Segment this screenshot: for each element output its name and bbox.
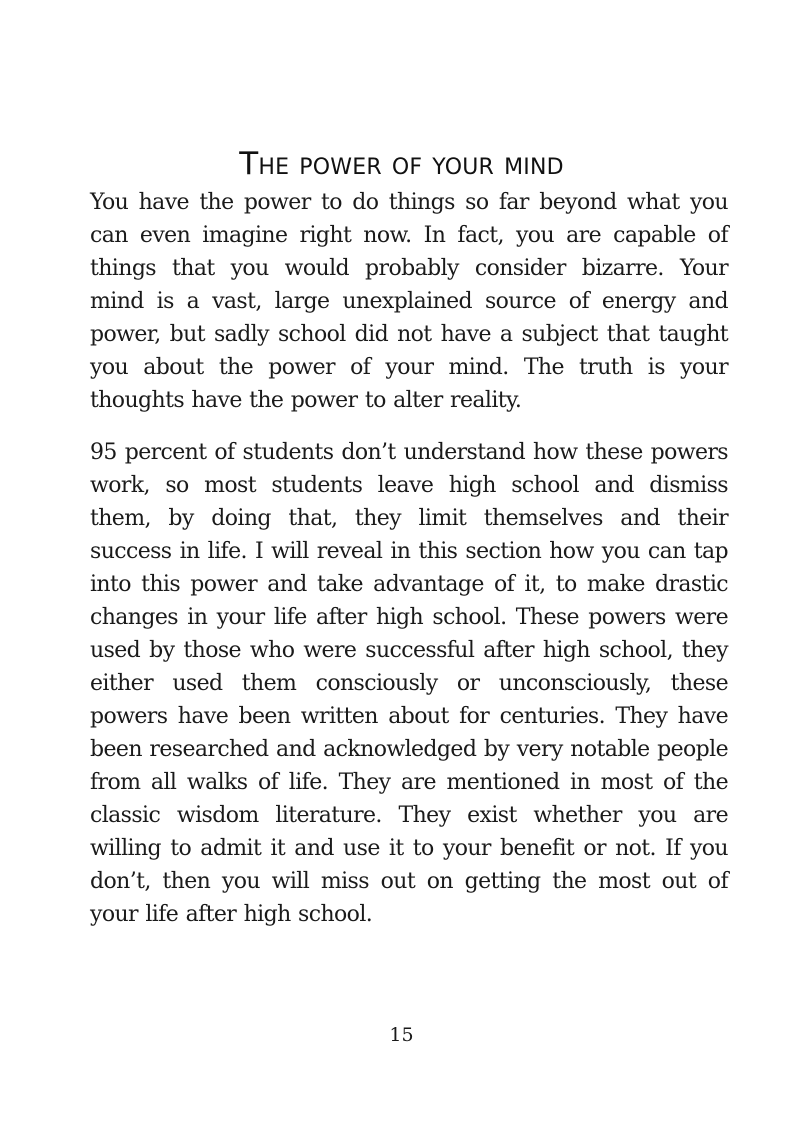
body-text	[90, 186, 728, 931]
page-number: 15	[389, 1024, 414, 1046]
paragraph-1: You have the power to do things so far beyond what you can even imagine right now. In fact, you are capable of things that you would probably consider bizarre. Your mind is a vast, large unexplained source of energy and power, but sadly school did not have a subject that taught you about the power of your mind. The truth is your thoughts have the power to alter reality.	[90, 190, 728, 413]
chapter-title: The power of your mind	[239, 146, 564, 182]
paragraph-2: 95 percent of students don’t understand how these powers work, so most students leave high school and dismiss them, by doing that, they limit themselves and their success in life. I will reveal in this section how you can tap into this power and take advantage of it, to make drastic changes in your life after high school. These powers were used by those who were successful after high school, they either used them consciously or unconsciously, these powers have been written about for centuries. They have been researched and acknowledged by very notable people from all walks of life. They are mentioned in most of the classic wisdom literature. They exist whether you are willing to admit it and use it to your benefit or not. If you don’t, then you will miss out on getting the most out of your life after high school.	[90, 440, 728, 927]
